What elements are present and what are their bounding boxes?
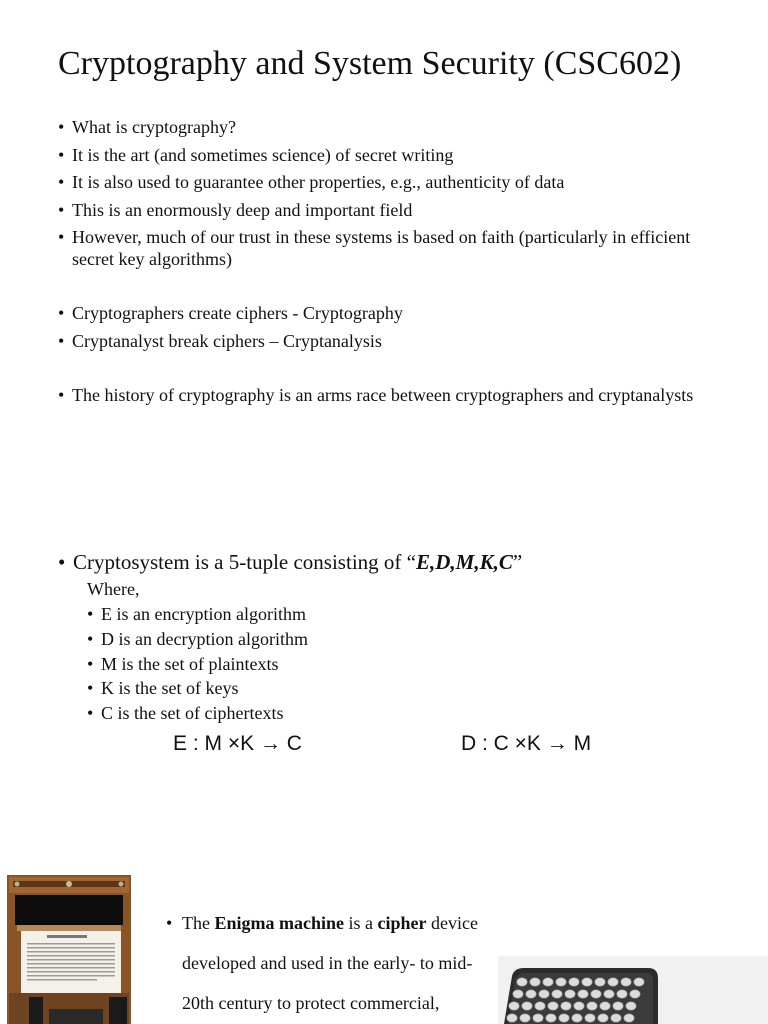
list-item: • What is cryptography? xyxy=(58,116,698,138)
list-item: • Cryptanalyst break ciphers – Cryptanalysis xyxy=(58,330,698,352)
keyboard-key xyxy=(556,978,566,986)
keyboard-key xyxy=(561,1002,571,1010)
cryptosystem-close-quote: ” xyxy=(512,550,523,574)
keyboard-key xyxy=(535,1002,545,1010)
enigma-box-image xyxy=(5,873,133,1024)
list-item: • It is also used to guarantee other properties, e.g., authenticity of data xyxy=(58,171,698,193)
list-item: • K is the set of keys xyxy=(87,676,308,701)
keyboard-key xyxy=(613,1002,623,1010)
keyboard-key xyxy=(517,978,527,986)
enigma-keyboard-image xyxy=(498,956,768,1024)
keyboard-key xyxy=(548,1002,558,1010)
roles-bullet-list xyxy=(58,302,698,357)
keyboard-key xyxy=(513,990,523,998)
keyboard-key xyxy=(611,1014,621,1022)
encryption-formula: E : M ×K → C xyxy=(173,732,302,755)
keyboard-key xyxy=(552,990,562,998)
decryption-formula: D : C ×K → M xyxy=(461,732,592,755)
keyboard-key xyxy=(522,1002,532,1010)
list-item: • Cryptographers create ciphers - Cryptography xyxy=(58,302,698,324)
cryptosystem-lead: Cryptosystem is a 5-tuple consisting of “ xyxy=(73,550,416,574)
keyboard-key xyxy=(520,1014,530,1022)
keyboard-key xyxy=(543,978,553,986)
list-item: • This is an enormously deep and important field xyxy=(58,199,698,221)
list-item: • It is the art (and sometimes science) of secret writing xyxy=(58,144,698,166)
keyboard-key xyxy=(507,1014,517,1022)
keyboard-key xyxy=(578,990,588,998)
keyboard-key xyxy=(608,978,618,986)
keyboard-key xyxy=(624,1014,634,1022)
keyboard-key xyxy=(598,1014,608,1022)
enigma-description: • The Enigma machine is a cipher device developed and used in the early- to mid-20th century to protect commercial, xyxy=(166,913,478,1013)
keyboard-key xyxy=(509,1002,519,1010)
keyboard-key xyxy=(565,990,575,998)
list-item: • E is an encryption algorithm xyxy=(87,602,308,627)
keyboard-key xyxy=(621,978,631,986)
keyboard-key xyxy=(572,1014,582,1022)
keyboard-key xyxy=(634,978,644,986)
keyboard-key xyxy=(582,978,592,986)
cryptosystem-tuple: E,D,M,K,C xyxy=(415,550,513,574)
keyboard-key xyxy=(539,990,549,998)
enigma-machine-term: Enigma machine xyxy=(214,913,344,933)
keyboard-key xyxy=(587,1002,597,1010)
keyboard-key xyxy=(530,978,540,986)
cryptosystem-definition: • Cryptosystem is a 5-tuple consisting of “E,D,M,K,C” xyxy=(58,550,523,574)
enigma-text: The xyxy=(182,913,215,933)
keyboard-key xyxy=(559,1014,569,1022)
keyboard-key xyxy=(591,990,601,998)
list-item: • D is an decryption algorithm xyxy=(87,627,308,652)
keyboard-key xyxy=(533,1014,543,1022)
keyboard-key xyxy=(617,990,627,998)
history-bullet-list xyxy=(58,384,698,406)
keyboard-key xyxy=(630,990,640,998)
keyboard-key xyxy=(595,978,605,986)
intro-bullet-list xyxy=(58,116,698,276)
keyboard-key xyxy=(604,990,614,998)
keyboard-key xyxy=(626,1002,636,1010)
cryptosystem-components-list xyxy=(87,602,308,726)
list-item: • C is the set of ciphertexts xyxy=(87,701,308,726)
keyboard-key xyxy=(526,990,536,998)
list-item: • The history of cryptography is an arms race between cryptographers and cryptanalysts xyxy=(58,384,698,406)
keyboard-key xyxy=(574,1002,584,1010)
where-label: Where, xyxy=(87,579,140,599)
cipher-term: cipher xyxy=(377,913,427,933)
enigma-keyboard-illustration xyxy=(498,956,768,1024)
page-title: Cryptography and System Security (CSC602) xyxy=(58,45,682,82)
list-item: • M is the set of plaintexts xyxy=(87,652,308,677)
keyboard-key xyxy=(569,978,579,986)
enigma-text: is a xyxy=(344,913,378,933)
keyboard-key xyxy=(546,1014,556,1022)
enigma-text: device developed and used in the early- to mid-20th century to protect commercial, xyxy=(182,913,478,1013)
keyboard-key xyxy=(600,1002,610,1010)
keyboard-key xyxy=(585,1014,595,1022)
enigma-box-illustration xyxy=(5,873,133,1024)
list-item: • However, much of our trust in these systems is based on faith (particularly in efficient secret key algorithms) xyxy=(58,226,698,270)
